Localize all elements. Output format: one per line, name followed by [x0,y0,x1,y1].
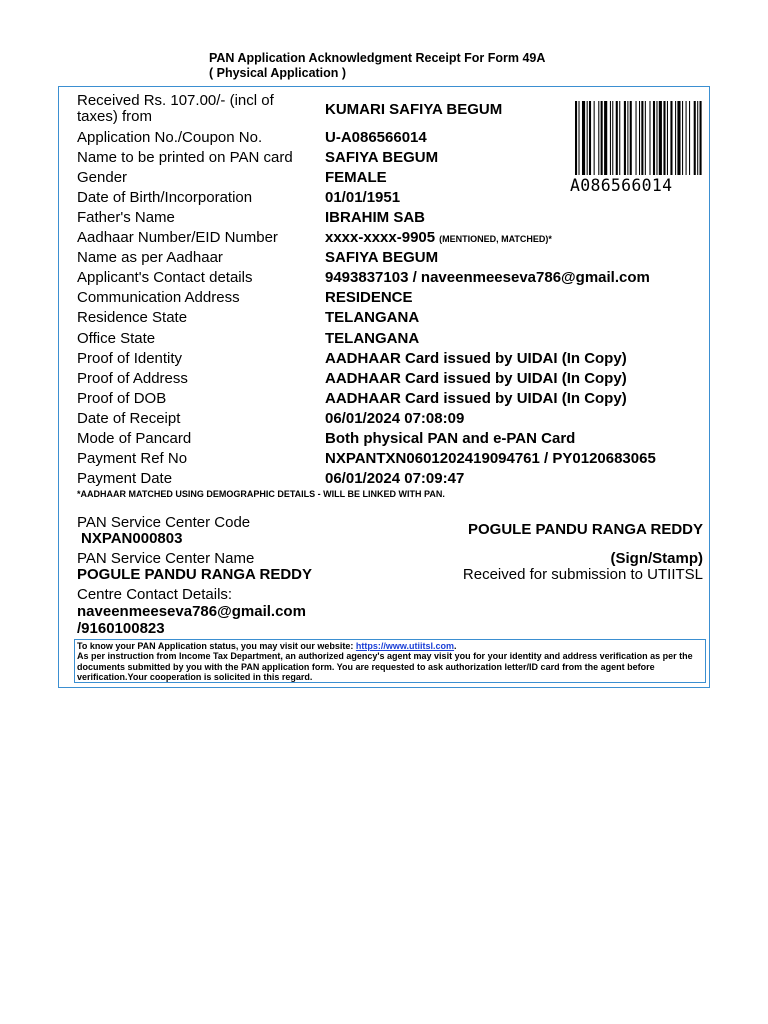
field-value-text: RESIDENCE [325,289,413,306]
field-value-text: NXPANTXN0601202419094761 / PY0120683065 [325,450,656,467]
field-value-text: TELANGANA [325,330,420,347]
barcode-bar [670,101,672,175]
utiitsl-link[interactable]: https://www.utiitsl.com [355,641,455,651]
title-line-1: PAN Application Acknowledgment Receipt For Form 49A [209,51,546,65]
received-label-line-2: taxes) from [77,108,153,125]
center-contact-phone: /9160100823 [77,620,165,637]
center-name-value: POGULE PANDU RANGA REDDY [77,566,313,583]
barcode-bar [667,101,668,175]
field-value [325,330,419,347]
barcode-bar [663,101,665,175]
received-for-submission: Received for submission to UTIITSL [462,566,703,583]
field-value-text: SAFIYA BEGUM [325,249,439,266]
barcode-bar [653,101,655,175]
field-label: Payment Ref No [77,450,188,467]
received-from-value: KUMARI SAFIYA BEGUM [325,101,503,118]
field-value [325,410,464,427]
info-prefix: To know your PAN Application status, you may visit our website: [77,641,356,651]
field-value [325,390,627,407]
field-value [325,129,427,146]
barcode-bar [694,101,696,175]
barcode-bar [686,101,687,175]
barcode-number: A086566014 [570,176,673,195]
field-value-text: 06/01/2024 07:08:09 [325,410,465,427]
barcode-bar [594,101,595,175]
field-value-text: AADHAAR Card issued by UIDAI (In Copy) [325,350,627,367]
field-value [325,350,627,367]
barcode [575,101,703,175]
signatory-name: POGULE PANDU RANGA REDDY [467,521,703,538]
barcode-bar [587,101,588,175]
barcode-bar [619,101,620,175]
center-contact-email: naveenmeeseva786@gmail.com [77,603,306,620]
barcode-bar [677,101,680,175]
field-label: Mode of Pancard [77,430,192,447]
barcode-bar [627,101,628,175]
barcode-bar [639,101,640,175]
field-label: Applicant's Contact details [77,269,253,286]
field-value [325,309,419,326]
sign-stamp-label: (Sign/Stamp) [610,550,703,567]
field-value [325,269,650,286]
barcode-bar [659,101,662,175]
barcode-bar [649,101,650,175]
center-code-value: NXPAN000803 [81,530,183,547]
barcode-bar [624,101,626,175]
info-body: As per instruction from Income Tax Department, an authorized agency's agent may visit you for your identity and address verification as per the documents submitted by you with the PAN application form. You are requested to ask authorization letter/ID card from the agent before verification.Your cooperation is solicited in this regard. [77,651,693,682]
barcode-bar [656,101,657,175]
field-label: Name as per Aadhaar [77,249,223,266]
field-value-text: 01/01/1951 [325,189,401,206]
receipt-frame [58,86,710,688]
field-value [325,370,627,387]
barcode-bar [641,101,643,175]
center-name-label: PAN Service Center Name [77,550,255,567]
field-value [325,229,552,248]
field-label: Father's Name [77,209,175,226]
barcode-bar [604,101,607,175]
field-value-text: AADHAAR Card issued by UIDAI (In Copy) [325,370,627,387]
field-value-text: FEMALE [325,169,387,186]
barcode-bar [589,101,591,175]
field-value-text: TELANGANA [325,309,420,326]
field-label: Communication Address [77,289,240,306]
field-value-text: Both physical PAN and e-PAN Card [325,430,576,447]
field-value [325,149,438,166]
field-label: Date of Receipt [77,410,181,427]
barcode-bar [689,101,690,175]
barcode-bar [630,101,632,175]
field-value-text: 9493837103 / naveenmeeseva786@gmail.com [325,269,650,286]
field-value [325,430,575,447]
field-value [325,470,464,487]
field-value-text: SAFIYA BEGUM [325,149,439,166]
field-value [325,209,425,226]
field-label: Proof of Address [77,370,188,387]
center-code-label: PAN Service Center Code [77,514,251,531]
field-value [325,189,400,206]
barcode-bar [697,101,698,175]
field-label: Application No./Coupon No. [77,129,263,146]
barcode-bar [601,101,603,175]
field-value [325,249,438,266]
barcode-bar [636,101,637,175]
barcode-bar [612,101,613,175]
field-value [325,169,387,186]
field-label: Name to be printed on PAN card [77,149,293,166]
barcode-bar [675,101,676,175]
field-value-text: U-A086566014 [325,129,427,146]
field-label: Date of Birth/Incorporation [77,189,253,206]
field-label: Residence State [77,309,188,326]
field-value-note: (MENTIONED, MATCHED)* [439,234,552,244]
info-box [74,639,706,683]
center-contact-label: Centre Contact Details: [77,586,233,603]
barcode-bar [700,101,702,175]
field-label: Gender [77,169,128,186]
field-value-text: AADHAAR Card issued by UIDAI (In Copy) [325,390,627,407]
field-value [325,450,656,467]
barcode-bar [578,101,579,175]
field-label: Proof of DOB [77,390,167,407]
field-label: Payment Date [77,470,173,487]
received-label [77,93,312,125]
aadhaar-note: *AADHAAR MATCHED USING DEMOGRAPHIC DETAILS - WILL BE LINKED WITH PAN. [77,489,445,499]
barcode-bar [682,101,683,175]
receipt-title [209,51,545,81]
barcode-bar [616,101,618,175]
barcode-bar [598,101,599,175]
field-label: Proof of Identity [77,350,183,367]
field-value-text: xxxx-xxxx-9905 [325,229,436,246]
title-line-2: ( Physical Application ) [209,66,347,80]
field-value-text: 06/01/2024 07:09:47 [325,470,465,487]
field-value-text: IBRAHIM SAB [325,209,425,226]
received-label-line-1: Received Rs. 107.00/- (incl of [77,92,274,109]
barcode-bar [582,101,585,175]
barcode-bar [575,101,577,175]
field-label: Aadhaar Number/EID Number [77,229,278,246]
field-value [325,289,413,306]
barcode-bar [610,101,611,175]
info-suffix: . [454,641,457,651]
field-label: Office State [77,330,156,347]
barcode-bar [645,101,646,175]
